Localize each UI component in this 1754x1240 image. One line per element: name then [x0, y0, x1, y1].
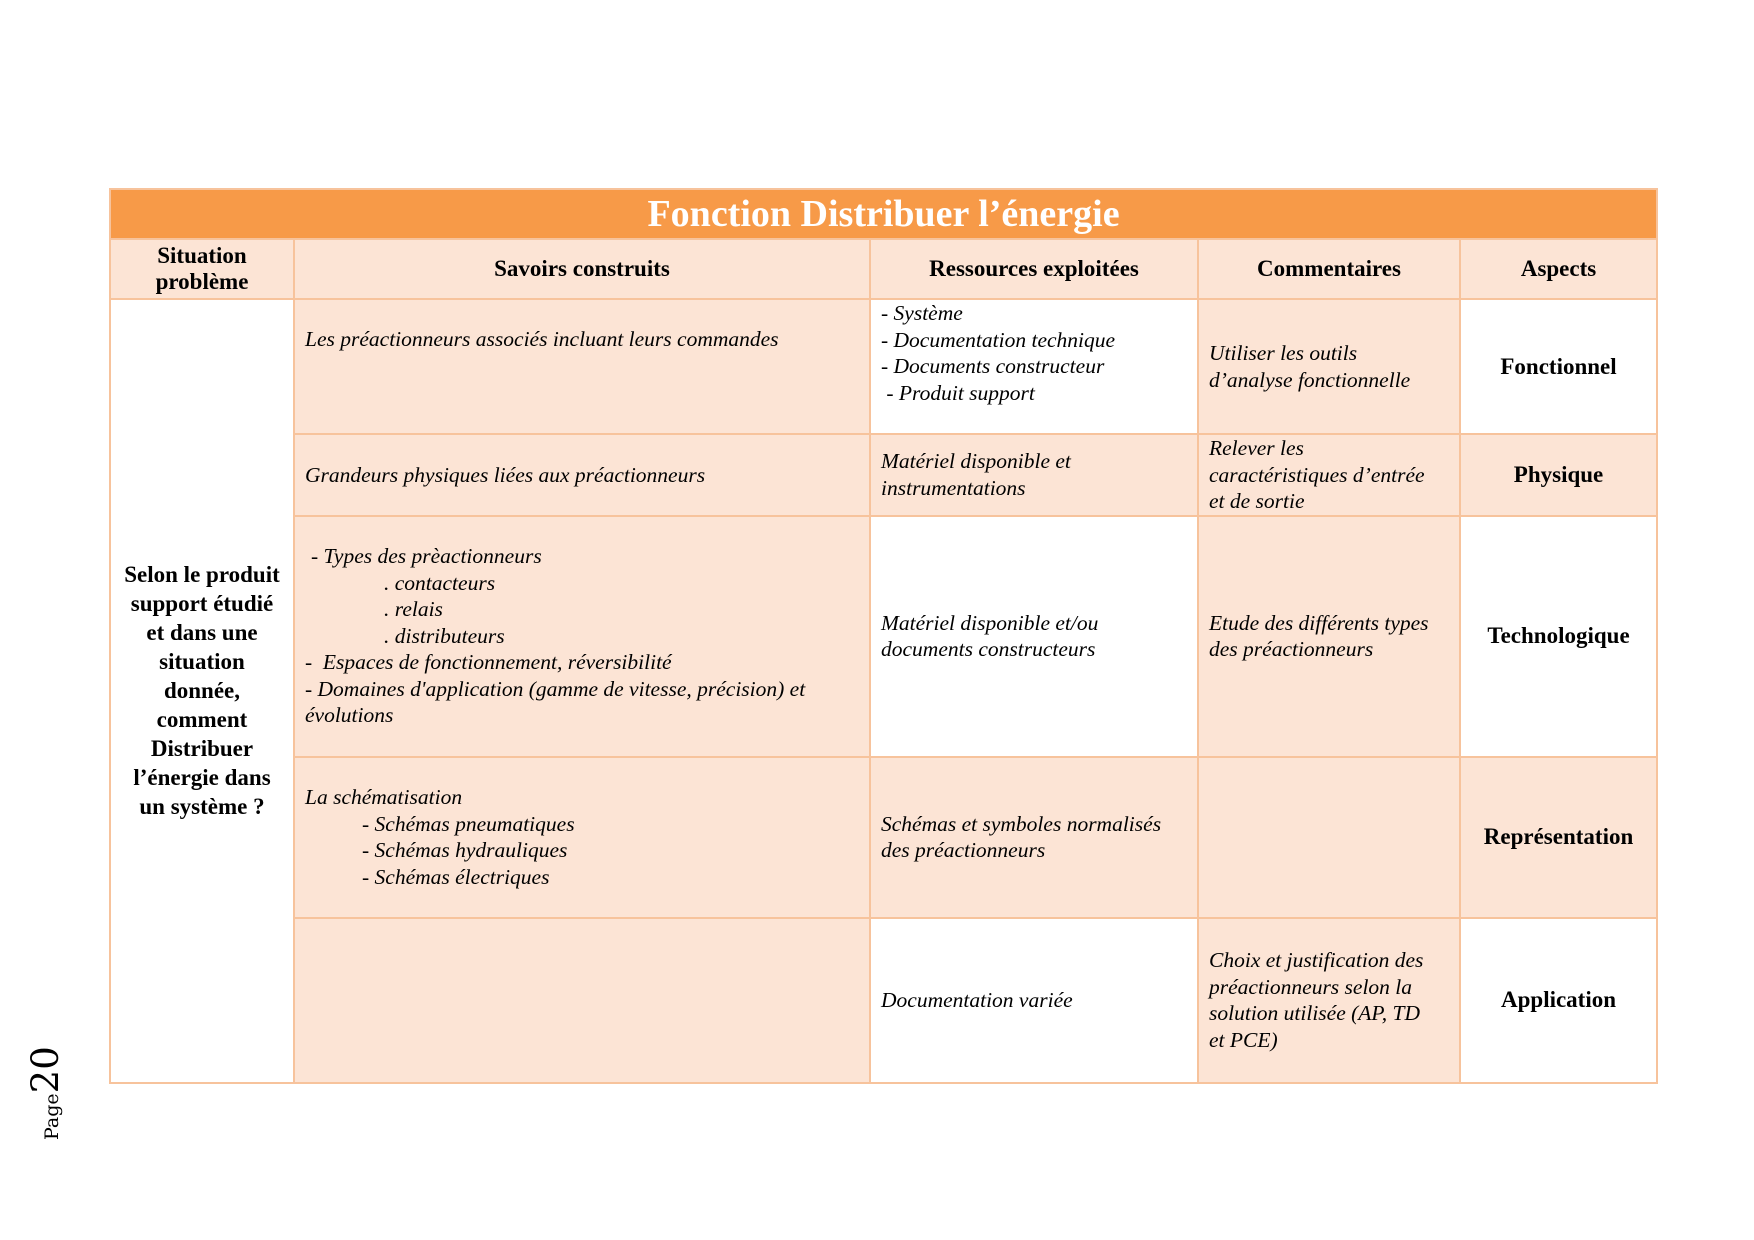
- savoirs-line: . distributeurs: [384, 623, 505, 648]
- savoirs-cell: [294, 918, 870, 1083]
- page-number: [24, 1020, 67, 1140]
- commentaires-line: et PCE): [1209, 1027, 1278, 1052]
- table-row: [110, 757, 1657, 918]
- commentaires-line: Choix et justification des: [1209, 948, 1424, 972]
- page-label: Page: [41, 1093, 63, 1140]
- ressources-cell: [870, 434, 1198, 516]
- savoirs-line: - Schémas hydrauliques: [362, 838, 568, 862]
- savoirs-line: Les préactionneurs associés incluant leurs commandes: [305, 327, 779, 351]
- savoirs-cell: [294, 299, 870, 434]
- page-number-value: 20: [24, 1046, 67, 1094]
- ressources-line: Documentation variée: [881, 987, 1073, 1012]
- competency-table: [109, 188, 1658, 1084]
- header-savoirs: Savoirs construits: [294, 239, 870, 299]
- ressources-line: documents constructeurs: [881, 637, 1096, 661]
- aspect-application: Application: [1460, 918, 1657, 1083]
- savoirs-line: - Domaines d'application (gamme de vitesse, précision) et: [305, 676, 806, 701]
- commentaires-line: Utiliser les outils: [1209, 341, 1358, 365]
- savoirs-line: . contacteurs: [384, 570, 496, 595]
- savoirs-line: Grandeurs physiques liées aux préactionneurs: [305, 462, 706, 487]
- savoirs-line: - Types des prèactionneurs: [311, 544, 542, 569]
- table-row: [110, 299, 1657, 434]
- ressources-cell: [870, 299, 1198, 434]
- savoirs-line: - Schémas pneumatiques: [362, 811, 575, 836]
- commentaires-cell: [1198, 918, 1460, 1083]
- ressources-line: Matériel disponible et/ou: [881, 610, 1099, 635]
- commentaires-cell: [1198, 299, 1460, 434]
- commentaires-cell: [1198, 757, 1460, 918]
- savoirs-line: . relais: [384, 597, 443, 622]
- aspect-representation: Représentation: [1460, 757, 1657, 918]
- ressources-line: - Documentation technique: [881, 327, 1116, 352]
- aspect-physique: Physique: [1460, 434, 1657, 516]
- ressources-line: - Produit support: [881, 380, 1035, 405]
- commentaires-line: solution utilisée (AP, TD: [1209, 1001, 1421, 1025]
- savoirs-line: - Schémas électriques: [362, 864, 550, 889]
- savoirs-cell: [294, 757, 870, 918]
- ressources-cell: [870, 516, 1198, 757]
- header-situation: Situation problème: [110, 239, 294, 299]
- header-commentaires: Commentaires: [1198, 239, 1460, 299]
- table-row: [110, 434, 1657, 516]
- savoirs-line: La schématisation: [305, 785, 463, 809]
- commentaires-line: et de sortie: [1209, 489, 1305, 513]
- commentaires-line: d’analyse fonctionnelle: [1209, 367, 1411, 392]
- commentaires-line: préactionneurs selon la: [1209, 974, 1413, 999]
- ressources-line: - Documents constructeur: [881, 354, 1105, 378]
- ressources-line: Matériel disponible et: [881, 449, 1071, 474]
- ressources-line: - Système: [881, 301, 963, 325]
- header-aspects: Aspects: [1460, 239, 1657, 299]
- header-ressources: Ressources exploitées: [870, 239, 1198, 299]
- commentaires-cell: [1198, 434, 1460, 516]
- savoirs-cell: [294, 434, 870, 516]
- commentaires-line: Etude des différents types: [1209, 610, 1429, 635]
- ressources-line: instrumentations: [881, 475, 1026, 500]
- savoirs-cell: [294, 516, 870, 757]
- commentaires-line: Relever les: [1209, 436, 1304, 460]
- commentaires-cell: [1198, 516, 1460, 757]
- savoirs-line: - Espaces de fonctionnement, réversibilité: [305, 650, 672, 675]
- table-title: Fonction Distribuer l’énergie: [110, 189, 1657, 239]
- ressources-line: Schémas et symboles normalisés: [881, 811, 1162, 836]
- situation-problem: Selon le produit support étudié et dans une situation donnée, comment Distribuer l’énergie dans un système ?: [110, 299, 294, 1083]
- commentaires-line: des préactionneurs: [1209, 637, 1374, 661]
- table-row: [110, 516, 1657, 757]
- aspect-technologique: Technologique: [1460, 516, 1657, 757]
- ressources-cell: [870, 918, 1198, 1083]
- ressources-cell: [870, 757, 1198, 918]
- commentaires-line: caractéristiques d’entrée: [1209, 462, 1425, 487]
- table-row: [110, 918, 1657, 1083]
- aspect-fonctionnel: Fonctionnel: [1460, 299, 1657, 434]
- ressources-line: des préactionneurs: [881, 838, 1046, 862]
- savoirs-line: évolutions: [305, 703, 394, 728]
